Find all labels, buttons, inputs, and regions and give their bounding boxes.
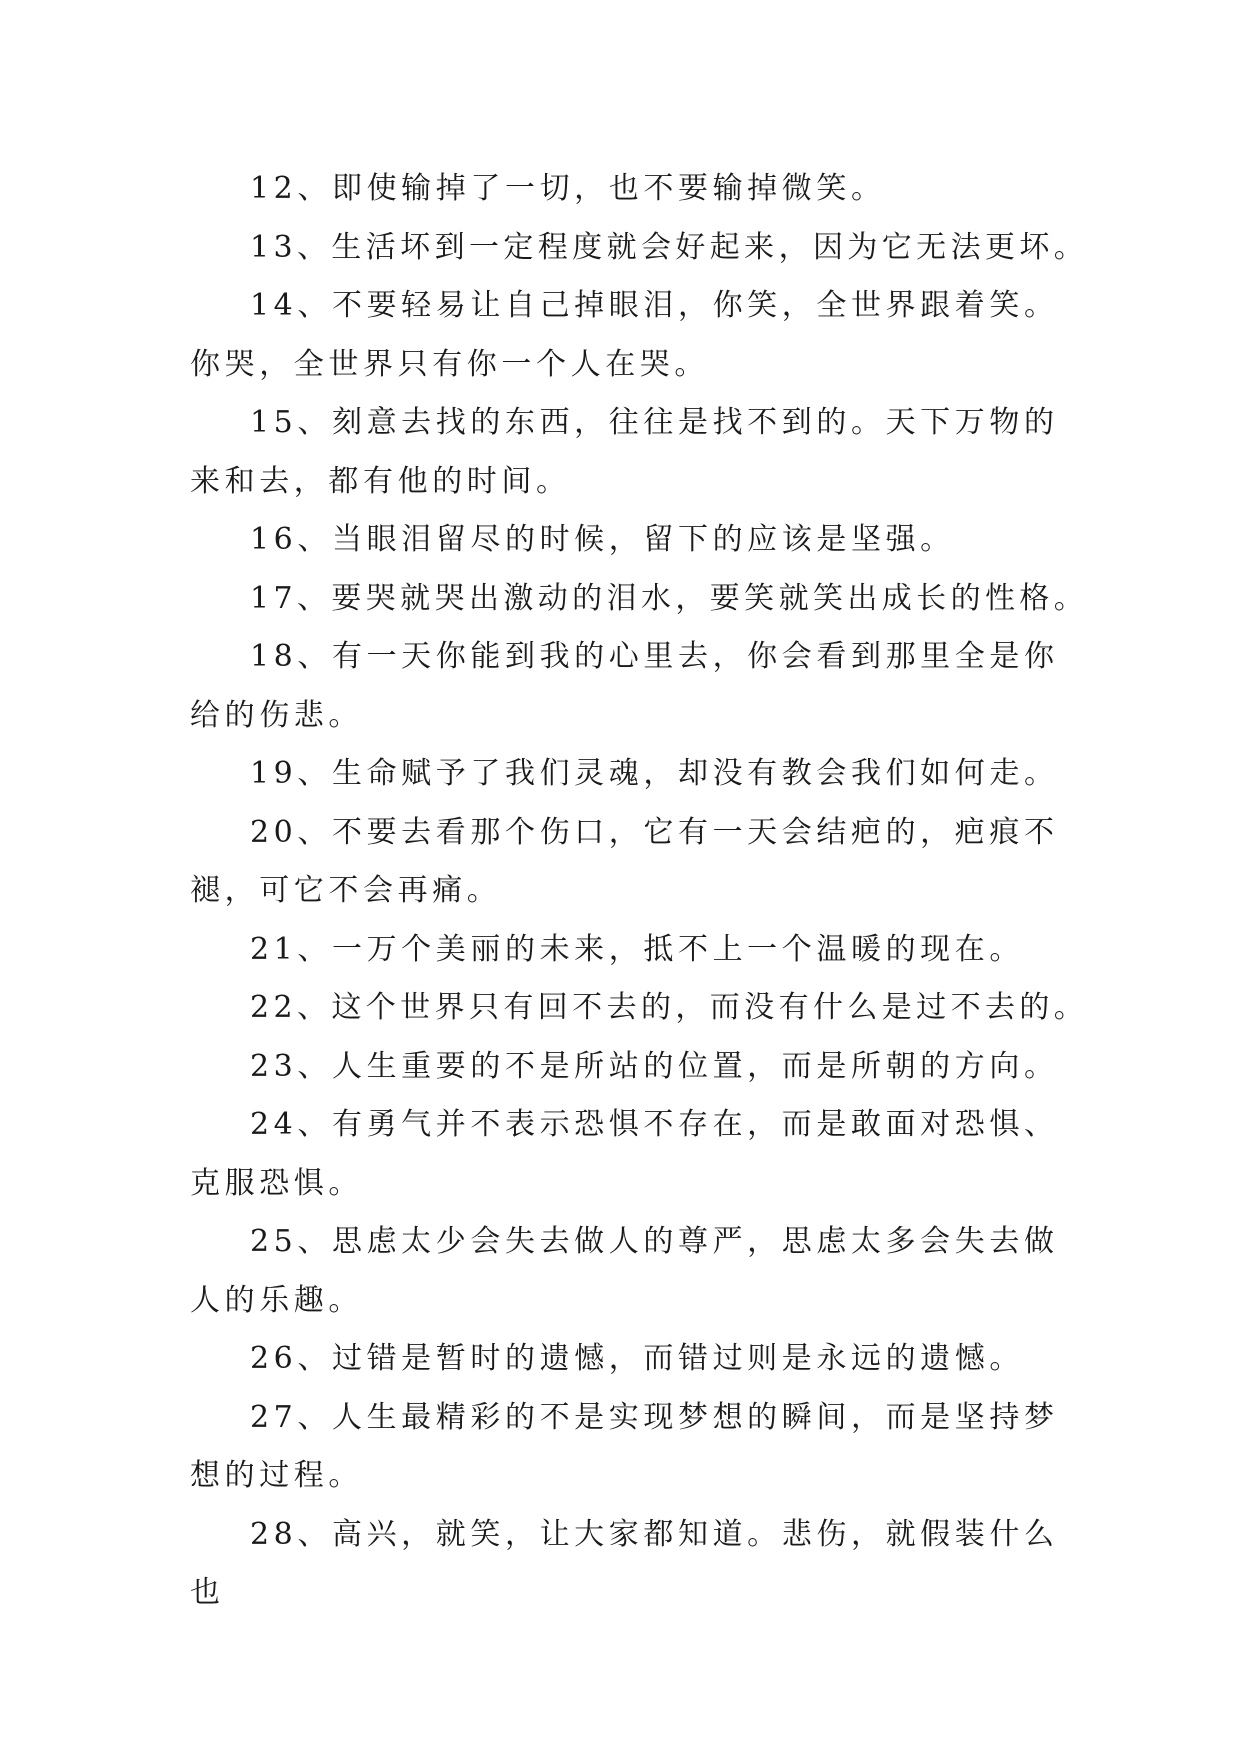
paragraph-14: 14、不要轻易让自己掉眼泪，你笑，全世界跟着笑。你哭，全世界只有你一个人在哭。 — [190, 288, 1059, 382]
paragraph-12: 12、即使输掉了一切，也不要输掉微笑。 — [250, 171, 886, 206]
paragraph-20: 20、不要去看那个伤口，它有一天会结疤的，疤痕不褪，可它不会再痛。 — [190, 814, 1059, 908]
paragraph-22: 22、这个世界只有回不去的，而没有什么是过不去的。 — [250, 990, 1089, 1025]
paragraph-26: 26、过错是暂时的遗憾，而错过则是永远的遗憾。 — [250, 1341, 1024, 1376]
document-body — [190, 160, 1089, 1623]
paragraph-27: 27、人生最精彩的不是实现梦想的瞬间，而是坚持梦想的过程。 — [190, 1399, 1059, 1493]
paragraph-18: 18、有一天你能到我的心里去，你会看到那里全是你给的伤悲。 — [190, 639, 1059, 733]
paragraph-16: 16、当眼泪留尽的时候，留下的应该是坚强。 — [250, 522, 955, 557]
paragraph-17: 17、要哭就哭出激动的泪水，要笑就笑出成长的性格。 — [250, 580, 1089, 616]
paragraph-25: 25、思虑太少会失去做人的尊严，思虑太多会失去做人的乐趣。 — [190, 1224, 1059, 1318]
paragraph-19: 19、生命赋予了我们灵魂，却没有教会我们如何走。 — [250, 756, 1059, 791]
paragraph-21: 21、一万个美丽的未来，抵不上一个温暖的现在。 — [250, 931, 1024, 967]
paragraph-24: 24、有勇气并不表示恐惧不存在，而是敢面对恐惧、克服恐惧。 — [190, 1107, 1059, 1201]
paragraph-15: 15、刻意去找的东西，往往是找不到的。天下万物的来和去，都有他的时间。 — [190, 405, 1059, 499]
paragraph-23: 23、人生重要的不是所站的位置，而是所朝的方向。 — [250, 1048, 1059, 1084]
paragraph-13: 13、生活坏到一定程度就会好起来，因为它无法更坏。 — [250, 229, 1089, 265]
paragraph-28: 28、高兴，就笑，让大家都知道。悲伤，就假装什么也 — [190, 1516, 1059, 1610]
